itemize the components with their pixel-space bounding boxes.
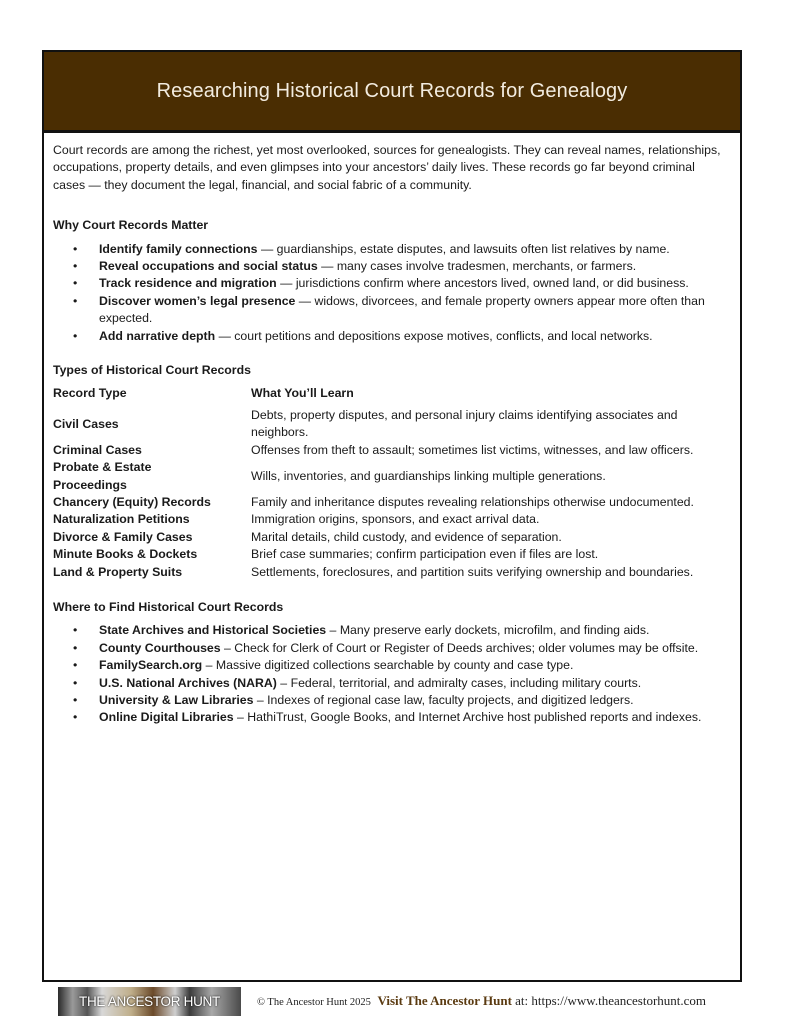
bullet-icon: • [73, 241, 78, 256]
bullet-icon: • [73, 675, 78, 690]
bullet-icon: • [73, 692, 78, 707]
list-item: • FamilySearch.org – Massive digitized collections searchable by county and case type. [99, 657, 730, 674]
bullet-icon: • [73, 276, 78, 291]
table-row: Divorce & Family Cases Marital details, child custody, and evidence of separation. [53, 529, 562, 544]
page-title: Researching Historical Court Records for Genealogy [156, 79, 628, 102]
copyright-text: © The Ancestor Hunt 2025 [257, 997, 371, 1008]
list-item: • State Archives and Historical Societies – Many preserve early dockets, microfilm, and finding aids. [99, 622, 730, 639]
bullet-icon: • [73, 328, 78, 343]
bullet-icon: • [73, 658, 78, 673]
list-item: • Discover women’s legal presence — widows, divorcees, and female property owners appear more often than expected. [73, 293, 705, 326]
ancestor-hunt-logo[interactable]: THE ANCESTOR HUNT [58, 987, 241, 1016]
list-item: • Add narrative depth — court petitions and depositions expose motives, conflicts, and local networks. [99, 328, 730, 345]
document-body [44, 133, 740, 727]
bullet-icon: • [73, 640, 78, 655]
table-row: Naturalization Petitions Immigration origins, sponsors, and exact arrival data. [53, 512, 540, 527]
title-banner [44, 52, 740, 133]
table-header-row [53, 385, 730, 402]
list-item: • Identify family connections — guardianships, estate disputes, and lawsuits often list relatives by name. [99, 241, 730, 258]
section-title-types: Types of Historical Court Records [53, 363, 251, 378]
bullet-icon: • [73, 293, 78, 308]
where-list [53, 622, 730, 726]
why-list [53, 241, 730, 345]
list-item: • University & Law Libraries – Indexes of regional case law, faculty projects, and digitized ledgers. [99, 692, 730, 709]
page-footer [58, 986, 791, 1016]
list-item: • Track residence and migration — jurisdictions confirm where ancestors lived, owned land, or did business. [99, 275, 730, 292]
table-row: Chancery (Equity) Records Family and inheritance disputes revealing relationships otherwise undocumented. [53, 494, 694, 509]
website-url[interactable]: at: https://www.theancestorhunt.com [511, 993, 707, 1008]
column-header-record-type: Record Type [53, 386, 127, 401]
section-title-where: Where to Find Historical Court Records [53, 599, 284, 614]
column-header-what-you-learn: What You’ll Learn [251, 386, 354, 401]
bullet-icon: • [73, 710, 78, 725]
bullet-icon: • [73, 259, 78, 274]
table-row: Civil Cases Debts, property disputes, and personal injury claims identifying associates and neighbors. [53, 407, 678, 440]
list-item: • Reveal occupations and social status — many cases involve tradesmen, merchants, or farmers. [99, 258, 730, 275]
section-title-why: Why Court Records Matter [53, 218, 209, 233]
table-row: Minute Books & Dockets Brief case summaries; confirm participation even if files are lost. [53, 547, 599, 562]
list-item: • U.S. National Archives (NARA) – Federal, territorial, and admiralty cases, including military courts. [99, 675, 730, 692]
table-row: Land & Property Suits Settlements, foreclosures, and partition suits verifying ownership and boundaries. [53, 564, 694, 579]
document-frame [42, 50, 742, 982]
bullet-icon: • [73, 623, 78, 638]
list-item: • Online Digital Libraries – HathiTrust, Google Books, and Internet Archive host published reports and indexes. [99, 709, 730, 726]
table-row: Probate & Estate Proceedings Wills, inventories, and guardianships linking multiple generations. [53, 460, 606, 492]
visit-link[interactable]: Visit The Ancestor Hunt [377, 993, 512, 1008]
footer-text [257, 993, 706, 1009]
intro-paragraph: Court records are among the richest, yet most overlooked, sources for genealogists. They can reveal names, relationships, occupations, property details, and even glimpses into your ancestors’ daily lives. These records go far beyond criminal cases — they document the legal, financial, and social fabric of a community. [53, 143, 721, 192]
record-types-table [53, 385, 730, 580]
table-row: Criminal Cases Offenses from theft to assault; sometimes list victims, witnesses, and law officers. [53, 442, 694, 457]
list-item: • County Courthouses – Check for Clerk of Court or Register of Deeds archives; older volumes may be offsite. [99, 640, 730, 657]
